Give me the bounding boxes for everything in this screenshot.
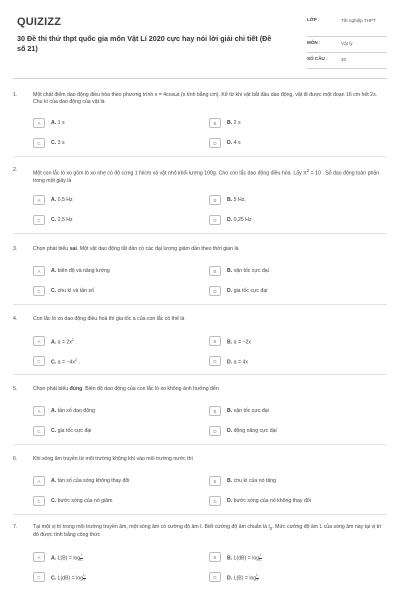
answer-option-b[interactable] — [209, 406, 359, 416]
option-key: C. — [51, 575, 57, 582]
question-divider — [13, 233, 387, 234]
question-number: 4. — [13, 316, 18, 322]
option-key: C. — [51, 428, 57, 434]
answer-option-b[interactable]: B B. L(dB) = log $\frac{I}{\text{I₀}}$ — [209, 552, 359, 562]
answer-option-b[interactable]: B B. a = −2x — [209, 336, 359, 346]
option-text: 1 s — [57, 120, 65, 126]
answer-option-c[interactable] — [33, 286, 183, 296]
option-letter-box: C — [33, 572, 45, 582]
fraction: $\frac{I}{\text{I₀}}$ — [259, 553, 262, 562]
option-key: D. — [227, 498, 233, 504]
option-text: 5 Hz, — [233, 197, 246, 203]
option-letter-box: C — [33, 138, 45, 148]
answer-option-b[interactable] — [209, 266, 359, 276]
meta-subject-label: MÔN : — [307, 40, 321, 45]
option-letter-box: B — [209, 118, 221, 128]
option-key: D. — [227, 575, 233, 582]
meta-class-label: LỚP : — [307, 17, 320, 22]
option-key: D. — [227, 359, 233, 366]
question-number: 5. — [13, 386, 18, 392]
option-key: B. — [227, 478, 233, 484]
option-key: A. — [51, 120, 57, 126]
option-letter-box: D — [209, 496, 221, 506]
answer-option-d[interactable] — [209, 286, 359, 296]
option-letter-box: B — [209, 266, 221, 276]
option-key: A. — [51, 478, 57, 484]
meta-subject-row — [307, 38, 387, 53]
option-text: 2 s — [233, 120, 241, 126]
option-key: A. — [51, 339, 57, 346]
option-text: 0,25 Hz — [233, 217, 252, 223]
option-letter-box: D — [209, 286, 221, 296]
worksheet-title: 30 Đề thi thử thpt quốc gia môn Vật Lí 2020 cực hay nói lời giải chi tiết (Đề số 21) — [17, 34, 272, 53]
worksheet-header — [13, 13, 387, 71]
option-text: bước sóng của nó không thay đổi — [233, 498, 311, 504]
option-text: tần số của sóng không thay đổi — [57, 478, 130, 484]
option-letter-box: D — [209, 426, 221, 436]
answer-option-a[interactable]: A A. $a = 2x^2$ . — [33, 336, 183, 346]
option-letter-box: A — [33, 336, 45, 346]
meta-class-row — [307, 15, 387, 37]
question-text: Tại một vị trí trong môi trường truyền âm, một sóng âm có cường độ âm I. Biết cường độ âm chuẩn là $I_0$. Mức cường độ âm L của sóng âm này tại vị trí đó được tính bằng công thức — [33, 524, 382, 539]
option-key: B. — [227, 197, 233, 203]
option-letter-box: B — [209, 476, 221, 486]
option-text: gia tốc cực đại — [57, 428, 92, 434]
answer-option-a[interactable] — [33, 118, 183, 128]
option-key: A. — [51, 197, 57, 203]
answer-option-b[interactable] — [209, 118, 359, 128]
answer-option-c[interactable]: C C. $a = -4x^2$ . — [33, 356, 183, 366]
option-key: D. — [227, 140, 233, 146]
option-letter-box: B — [209, 336, 221, 346]
meta-count-value: 40 — [341, 57, 347, 62]
question-number: 1. — [13, 92, 18, 98]
question-text: Một con lắc lò xo gồm lò xo nhẹ có độ cứng 1 N/cm và vật nhỏ khối lượng 100g. Cho con lắc dao động điều hòa. Lấy $\pi^2 = 10$ . Số dao động toàn phần trong một giây là — [33, 168, 380, 185]
option-key: C. — [51, 359, 57, 366]
option-letter-box: A — [33, 552, 45, 562]
answer-option-c[interactable] — [33, 426, 183, 436]
fraction: $\frac{\text{I₀}}{I}$ — [256, 573, 259, 582]
option-text: 0,5 Hz — [57, 197, 73, 203]
option-letter-box: C — [33, 496, 45, 506]
worksheet-meta — [307, 15, 387, 70]
meta-count-row — [307, 54, 387, 69]
question-text: Chọn phát biểu sai. Một vật dao động tắt dần có các đại lượng giảm dần theo thời gian là — [33, 246, 239, 252]
question-number: 7. — [13, 524, 18, 530]
header-divider — [13, 78, 387, 79]
option-letter-box: C — [33, 356, 45, 366]
answer-option-a[interactable]: A A. L(B) = log $\frac{I}{\text{I₀}}$ — [33, 552, 183, 562]
option-text: động năng cực đại — [233, 428, 277, 434]
option-text: chu kì và tần số — [57, 288, 94, 294]
question-divider — [13, 444, 387, 445]
answer-option-c[interactable] — [33, 496, 183, 506]
quizizz-logo: QUIZIZZ — [17, 16, 62, 28]
question-text: Con lắc lò xo dao động điều hoà thì gia tốc a của con lắc có thể là — [33, 316, 185, 322]
option-letter-box: A — [33, 266, 45, 276]
option-letter-box: B — [209, 552, 221, 562]
answer-option-a[interactable] — [33, 406, 183, 416]
option-letter-box: A — [33, 118, 45, 128]
question-divider — [13, 156, 387, 157]
answer-option-d[interactable]: D D. a = 4x — [209, 356, 359, 366]
option-text: tần số dao động — [57, 408, 95, 414]
question-divider — [13, 374, 387, 375]
question-divider — [13, 514, 387, 515]
option-key: C. — [51, 498, 57, 504]
meta-subject-value: Vật lý — [341, 41, 353, 46]
option-text: vận tốc cực đại — [233, 268, 269, 274]
option-letter-box: A — [33, 195, 45, 205]
option-key: A. — [51, 555, 57, 562]
option-letter-box: C — [33, 426, 45, 436]
option-key: B. — [227, 120, 233, 126]
answer-option-d[interactable] — [209, 426, 359, 436]
answer-option-a[interactable] — [33, 195, 183, 205]
question-text: Khi sóng âm truyền từ môi trường không khí vào môi trường nước thì — [33, 456, 193, 462]
fraction: $\frac{\text{I₀}}{I}$ — [83, 573, 86, 582]
option-letter-box: C — [33, 215, 45, 225]
option-key: A. — [51, 268, 57, 274]
option-key: B. — [227, 268, 233, 274]
option-key: D. — [227, 217, 233, 223]
answer-option-c[interactable] — [33, 138, 183, 148]
question-text: Chọn phát biểu đúng. Biên độ dao động của con lắc lò xo không ảnh hưởng đến — [33, 386, 219, 392]
question-number: 2. — [13, 167, 18, 173]
option-key: D. — [227, 428, 233, 434]
answer-option-d[interactable] — [209, 215, 359, 225]
question-divider — [13, 304, 387, 305]
option-key: B. — [227, 339, 233, 346]
option-key: A. — [51, 408, 57, 414]
meta-class-value: Tốt nghiệp THPT — [341, 18, 376, 23]
option-key: B. — [227, 555, 233, 562]
answer-option-d[interactable] — [209, 138, 359, 148]
option-letter-box: B — [209, 195, 221, 205]
option-key: C. — [51, 217, 57, 223]
answer-option-a[interactable] — [33, 266, 183, 276]
answer-option-d[interactable] — [209, 496, 359, 506]
option-letter-box: D — [209, 356, 221, 366]
option-letter-box: A — [33, 476, 45, 486]
answer-option-b[interactable] — [209, 476, 359, 486]
option-letter-box: B — [209, 406, 221, 416]
option-key: B. — [227, 408, 233, 414]
answer-option-b[interactable] — [209, 195, 359, 205]
answer-option-c[interactable]: C C. L(dB) = log $\frac{\text{I₀}}{I}$ — [33, 572, 183, 582]
option-text: bước sóng của nó giảm — [57, 498, 113, 504]
option-key: C. — [51, 288, 57, 294]
answer-option-a[interactable] — [33, 476, 183, 486]
question-number: 3. — [13, 246, 18, 252]
option-letter-box: A — [33, 406, 45, 416]
option-letter-box: D — [209, 572, 221, 582]
option-letter-box: D — [209, 138, 221, 148]
option-letter-box: C — [33, 286, 45, 296]
option-key: C. — [51, 140, 57, 146]
option-text: 3 s — [57, 140, 65, 146]
option-text: vận tốc cực đại — [233, 408, 269, 414]
option-text: chu kì của nó tăng — [233, 478, 277, 484]
option-key: D. — [227, 288, 233, 294]
question-number: 6. — [13, 456, 18, 462]
answer-option-c[interactable] — [33, 215, 183, 225]
option-text: 2,5 Hz — [57, 217, 73, 223]
answer-option-d[interactable]: D D. L(B) = log $\frac{\text{I₀}}{I}$ — [209, 572, 359, 582]
option-text: biên độ và năng lượng — [57, 268, 110, 274]
fraction: $\frac{I}{\text{I₀}}$ — [80, 553, 83, 562]
question-text: Một chất điểm dao động điều hòa theo phương trình x = 4cosωt (x tính bằng cm). Kể từ khi vật bắt đầu dao động, vật đi được một đoạn 16 cm hết 2s. Chu kì của dao động của vật là — [33, 92, 378, 106]
option-text: 4 s — [233, 140, 241, 146]
meta-count-label: SỐ CÂU : — [307, 56, 328, 61]
option-text: gia tốc cực đại — [233, 288, 268, 294]
option-letter-box: D — [209, 215, 221, 225]
